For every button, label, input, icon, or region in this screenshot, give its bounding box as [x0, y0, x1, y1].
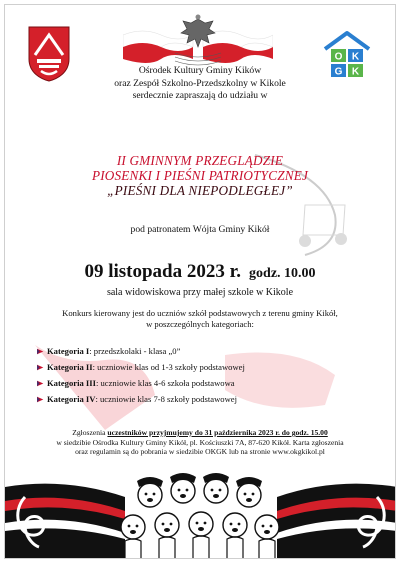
deadline-text: uczestników przyjmujemy do 31 października 2023 r. do godz. 15.00 [107, 428, 328, 437]
category-name: Kategoria IV [47, 394, 96, 404]
category-detail: : przedszkolaki - klasa „0” [89, 346, 181, 356]
bullet-arrow-icon [37, 348, 44, 355]
registration-line-3: oraz regulamin są do pobrania w siedzibie OKGK lub na stronie www.okgkikol.pl [75, 447, 325, 457]
event-date: 09 listopada 2023 r. [84, 261, 242, 282]
eagle-emblem-icon [123, 13, 273, 73]
list-item [37, 378, 245, 388]
category-detail: : uczniowie klas 4-6 szkoła podstawowa [95, 378, 235, 388]
description [5, 308, 395, 330]
category-detail: : uczniowie klas 7-8 szkoły podstawowej [95, 394, 237, 404]
description-line-1: Konkurs kierowany jest do uczniów szkół podstawowych z terenu gminy Kikół, [62, 308, 338, 318]
partner-line: oraz Zespół Szkolno-Przedszkolny w Kikole [114, 77, 286, 89]
description-line-2: w poszczególnych kategoriach: [146, 319, 254, 329]
category-name: Kategoria II [47, 362, 93, 372]
list-item [37, 346, 245, 356]
okgk-letter-1: O [334, 51, 343, 63]
organizer-line: Ośrodek Kultury Gminy Kików [138, 65, 262, 76]
okgk-letter-3: G [334, 66, 343, 78]
list-item [37, 362, 245, 372]
event-venue: sala widowiskowa przy małej szkole w Kikole [106, 287, 294, 298]
category-list [37, 346, 245, 404]
title-line-3: „PIEŚNI DLA NIEPODLEGŁEJ” [107, 183, 293, 198]
bullet-arrow-icon [37, 380, 44, 387]
registration-line-2: w siedzibie Ośrodka Kultury Gminy Kikół, pl. Kościuszki 7A, 87-620 Kikół. Karta zgłoszenia [56, 437, 344, 447]
registration-info [5, 428, 395, 457]
event-title [5, 153, 395, 198]
list-item [37, 394, 245, 404]
category-name: Kategoria III [47, 378, 96, 388]
title-line-2: PIOSENKI I PIEŚNI PATRIOTYCZNEJ [91, 168, 309, 183]
event-time: godz. 10.00 [249, 266, 316, 281]
registration-line-1: Zgłoszenia uczestników przyjmujemy do 31 października 2023 r. do godz. 15.00 [72, 428, 328, 437]
intro-block [5, 65, 395, 103]
category-detail: : uczniowie klas od 1-3 szkoły podstawowej [92, 362, 245, 372]
category-name: Kategoria I [47, 346, 90, 356]
invite-line: serdecznie zapraszają do udziału w [132, 90, 268, 102]
poster [4, 4, 396, 559]
bullet-arrow-icon [37, 364, 44, 371]
okgk-letter-4: K [351, 66, 360, 78]
bullet-arrow-icon [37, 396, 44, 403]
patron-line: pod patronatem Wójta Gminy Kikół [130, 224, 270, 235]
title-line-1: II GMINNYM PRZEGLĄDZIE [116, 153, 284, 168]
event-datetime [5, 261, 395, 283]
choir-illustration [5, 467, 396, 559]
okgk-letter-2: K [351, 51, 360, 63]
